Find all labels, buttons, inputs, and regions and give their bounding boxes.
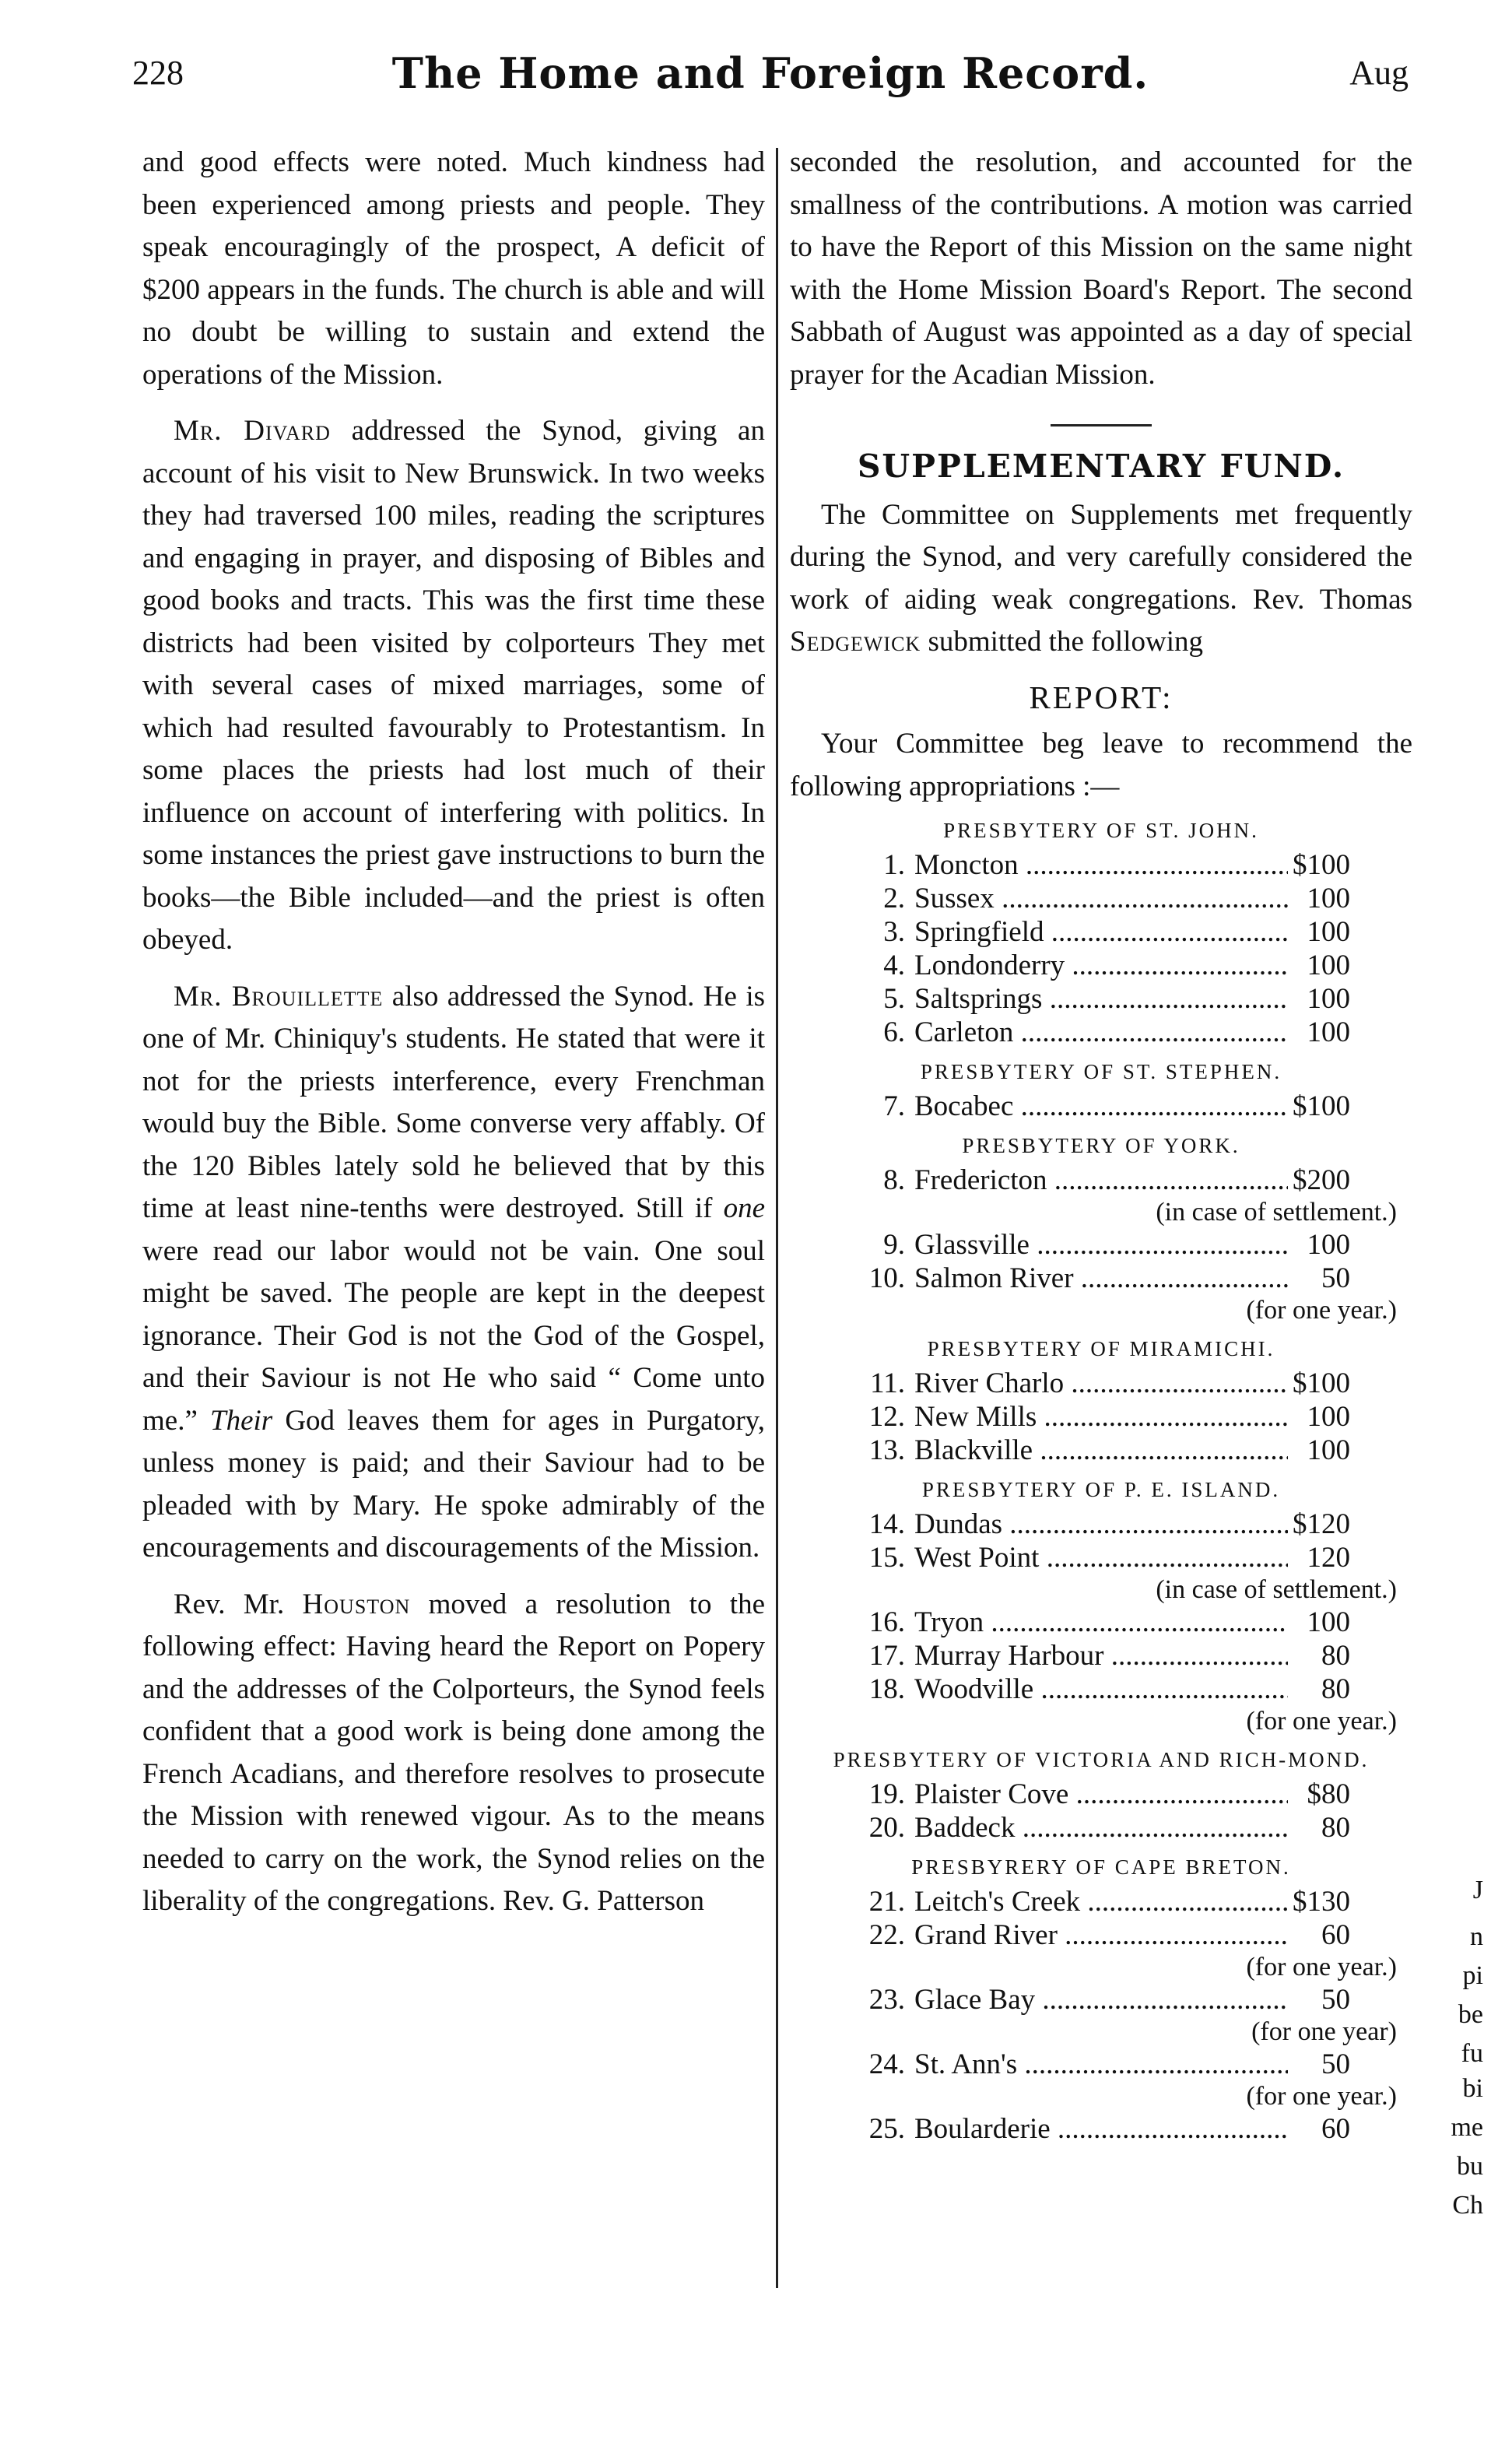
appropriation-amount: $200 [1293,1164,1350,1196]
right-paragraph-2-part-a: The Committee on Supplements met frequently during the Synod, and very carefully considered the work of aiding weak congregations. Rev. Thomas [790,498,1412,616]
appropriation-amount: 100 [1307,1016,1350,1048]
appropriation-row [790,1434,1412,1467]
presbytery-heading: PRESBYTERY OF VICTORIA AND RICH-MOND. [833,1748,1370,1771]
appropriation-amount: 100 [1307,1401,1350,1433]
speaker-houston: Houston [302,1588,411,1620]
appropriation-amount: $100 [1293,849,1350,881]
congregation-name: West Point ..... [914,1541,1288,1574]
entry-number: 21. [868,1886,905,1918]
congregation-name: Dundas ..... [914,1508,1288,1541]
page-number: 228 [132,54,184,92]
congregation-name: Londonderry ..... [914,949,1288,982]
congregation-name: Springfield ..... [914,915,1288,949]
italic-one: one [723,1192,765,1224]
entry-number: 10. [868,1262,905,1294]
entry-number: 19. [868,1778,905,1810]
section-title: SUPPLEMENTARY FUND. [857,448,1345,485]
congregation-name: Fredericton ..... [914,1164,1288,1197]
entry-number: 7. [883,1090,905,1122]
right-paragraph-1: seconded the resolution, and accounted for the smallness of the contributions. A motion was carried to have the Report of this Mission on the same night with the Home Mission Board's Report. The second Sabbath of August was appointed as a day of special prayer for the Acadian Mission. [790,146,1412,391]
entry-number: 24. [868,2048,905,2080]
congregation-name: Moncton ..... [914,848,1288,882]
appropriation-row [790,1541,1412,1574]
congregation-name: Carleton ..... [914,1016,1288,1049]
appropriation-amount: $100 [1293,1367,1350,1399]
appropriation-row [790,2112,1412,2146]
appropriation-amount: $80 [1307,1778,1350,1810]
entry-note: (for one year.) [1246,1707,1397,1736]
appropriation-row [790,1090,1412,1123]
appropriation-row [790,949,1412,982]
congregation-name: New Mills ..... [914,1400,1288,1434]
entry-number: 25. [868,2113,905,2145]
entry-note: (for one year) [1251,2017,1397,2046]
appropriation-row [790,1983,1412,2016]
entry-note: (for one year.) [1246,1296,1397,1325]
left-paragraph-3-part-a: also addressed the Synod. He is one of Mr. Chiniquy's students. He stated that were it not for the priests interference, every Frenchman would buy the Bible. Some converse very affably. Of the 120 Bibles lately sold he believed that by this time at least nine-tenths were destroyed. Still if [142,980,765,1224]
appropriation-row [790,1228,1412,1262]
margin-fragment: me [1451,2113,1483,2142]
entry-number: 14. [868,1508,905,1540]
entry-number: 2. [883,883,905,914]
section-separator [1051,424,1152,426]
speaker-divard: Mr. Divard [174,415,331,447]
congregation-name: Blackville ..... [914,1434,1288,1467]
entry-note: (for one year.) [1246,2082,1397,2111]
appropriation-row [790,1811,1412,1844]
congregation-name: Glassville ..... [914,1228,1288,1262]
appropriation-amount: 50 [1321,1262,1350,1294]
entry-number: 18. [868,1673,905,1705]
appropriation-row [790,1508,1412,1541]
appropriation-row [790,982,1412,1016]
left-column [142,142,765,1923]
congregation-name: Glace Bay ..... [914,1983,1288,2016]
appropriation-row [790,1400,1412,1434]
congregation-name: Boularderie ..... [914,2112,1288,2146]
appropriation-amount: 80 [1321,1640,1350,1672]
entry-note: (in case of settlement.) [1156,1198,1397,1227]
margin-fragment: pi [1462,1961,1483,1990]
appropriation-amount: $100 [1293,1090,1350,1122]
appropriation-row [790,1164,1412,1197]
appropriation-row [790,1639,1412,1673]
margin-fragment: bu [1457,2152,1483,2181]
congregation-name: Salmon River ..... [914,1262,1288,1295]
entry-number: 3. [883,916,905,948]
congregation-name: Woodville ..... [914,1673,1288,1706]
right-column [790,142,1412,2146]
congregation-name: Baddeck ..... [914,1811,1288,1844]
appropriations-list [790,813,1412,2146]
report-intro: Your Committee beg leave to recommend the following appropriations :— [790,728,1412,802]
appropriation-row [790,1918,1412,1952]
appropriation-row [790,1262,1412,1295]
left-paragraph-3-part-c: God leaves them for ages in Purgatory, unless money is paid; and their Saviour had to be pleaded with by Mary. He spoke admirably of the encouragements and discouragements of the Mission. [142,1404,766,1564]
column-rule [776,148,778,2288]
left-paragraph-2-text: addressed the Synod, giving an account of his visit to New Brunswick. In two weeks they had traversed 100 miles, reading the scriptures and engaging in prayer, and disposing of Bibles and good books and tracts. This was the first time these districts had been visited by colporteurs They met with several cases of mixed marriages, some of which had resulted favourably to Protestantism. In some places the priests had lost much of their influence on account of interfering with politics. In some instances the priest gave instructions to burn the books—the Bible included—and the priest is often obeyed. [142,415,765,956]
entry-number: 15. [868,1542,905,1574]
entry-number: 9. [883,1229,905,1261]
margin-fragment: Ch [1452,2191,1483,2220]
margin-fragment: bi [1462,2074,1483,2103]
presbytery-heading: PRESBYRERY OF CAPE BRETON. [911,1855,1291,1879]
appropriation-amount: 100 [1307,916,1350,948]
margin-fragment: J [1472,1876,1483,1904]
appropriation-amount: 50 [1321,1984,1350,2016]
presbytery-heading: PRESBYTERY OF YORK. [962,1134,1240,1157]
margin-fragment: n [1470,1922,1483,1951]
left-paragraph-3-part-b: were read our labor would not be vain. One soul might be saved. The people are kept in the deepest ignorance. Their God is not the God of the Gospel, and their Saviour is not He who said “ Come unto me.” [142,1234,765,1437]
entry-number: 22. [868,1919,905,1951]
left-paragraph-1: and good effects were noted. Much kindness had been experienced among priests and people. They speak encouragingly of the prospect, A deficit of $200 appears in the funds. The church is able and will no doubt be willing to sustain and extend the operations of the Mission. [142,146,765,391]
appropriation-row [790,1606,1412,1639]
appropriation-amount: 120 [1307,1542,1350,1574]
entry-number: 12. [868,1401,905,1433]
entry-number: 23. [868,1984,905,2016]
left-paragraph-3 [142,976,765,1570]
appropriation-amount: $130 [1293,1886,1350,1918]
appropriation-amount: 100 [1307,1434,1350,1466]
congregation-name: Murray Harbour ..... [914,1639,1288,1673]
left-paragraph-4-prefix: Rev. Mr. [174,1588,303,1620]
appropriation-row [790,848,1412,882]
appropriation-row [790,1367,1412,1400]
left-paragraph-4 [142,1584,765,1923]
presbytery-heading: PRESBYTERY OF P. E. ISLAND. [921,1478,1281,1501]
presbytery-heading: PRESBYTERY OF MIRAMICHI. [927,1337,1275,1360]
margin-fragment: be [1458,2000,1483,2029]
appropriation-row [790,1778,1412,1811]
author-sedgewick: Sedgewick [790,626,921,658]
congregation-name: Tryon ..... [914,1606,1288,1639]
running-header [132,48,1409,115]
entry-number: 11. [870,1367,905,1399]
congregation-name: River Charlo ..... [914,1367,1288,1400]
appropriation-row [790,1673,1412,1706]
appropriation-amount: 80 [1321,1673,1350,1705]
appropriation-row [790,1016,1412,1049]
appropriation-row [790,915,1412,949]
entry-number: 4. [883,949,905,981]
speaker-brouillette: Mr. Brouillette [174,980,384,1013]
congregation-name: Grand River ..... [914,1918,1288,1952]
presbytery-heading: PRESBYTERY OF ST. JOHN. [943,819,1259,842]
appropriation-amount: 100 [1307,1606,1350,1638]
appropriation-amount: $120 [1293,1508,1350,1540]
appropriation-amount: 100 [1307,949,1350,981]
left-paragraph-4-text: moved a resolution to the following effect: Having heard the Report on Popery and the addresses of the Colporteurs, the Synod feels confident that a good work is being done among the French Acadians, and therefore resolves to prosecute the Mission with renewed vigour. As to the means needed to carry on the work, the Synod relies on the liberality of the congregations. Rev. G. Patterson [142,1588,765,1917]
appropriation-row [790,2048,1412,2081]
appropriation-row [790,882,1412,915]
congregation-name: Plaister Cove ..... [914,1778,1288,1811]
report-title: REPORT: [1029,679,1174,715]
italic-their: Their [210,1404,273,1437]
congregation-name: Sussex ..... [914,882,1288,915]
right-paragraph-2 [790,494,1412,664]
presbytery-heading: PRESBYTERY OF ST. STEPHEN. [920,1060,1282,1083]
congregation-name: Bocabec ..... [914,1090,1288,1123]
header-month: Aug [1349,54,1409,92]
entry-number: 1. [883,849,905,881]
appropriation-amount: 50 [1321,2048,1350,2080]
appropriation-amount: 60 [1321,2113,1350,2145]
appropriation-amount: 80 [1321,1812,1350,1844]
appropriation-amount: 100 [1307,983,1350,1015]
right-paragraph-2-part-b: submitted the following [921,626,1203,658]
congregation-name: Saltsprings ..... [914,982,1288,1016]
entry-note: (for one year.) [1246,1953,1397,1981]
entry-number: 5. [883,983,905,1015]
appropriation-amount: 100 [1307,1229,1350,1261]
journal-title: The Home and Foreign Record. [391,48,1149,98]
entry-note: (in case of settlement.) [1156,1575,1397,1604]
entry-number: 20. [868,1812,905,1844]
congregation-name: Leitch's Creek ..... [914,1885,1288,1918]
entry-number: 16. [868,1606,905,1638]
congregation-name: St. Ann's ..... [914,2048,1288,2081]
margin-fragment: fu [1461,2039,1483,2068]
appropriation-amount: 100 [1307,883,1350,914]
left-paragraph-2 [142,410,765,962]
entry-number: 8. [883,1164,905,1196]
entry-number: 6. [883,1016,905,1048]
entry-number: 17. [868,1640,905,1672]
entry-number: 13. [868,1434,905,1466]
appropriation-row [790,1885,1412,1918]
appropriation-amount: 60 [1321,1919,1350,1951]
